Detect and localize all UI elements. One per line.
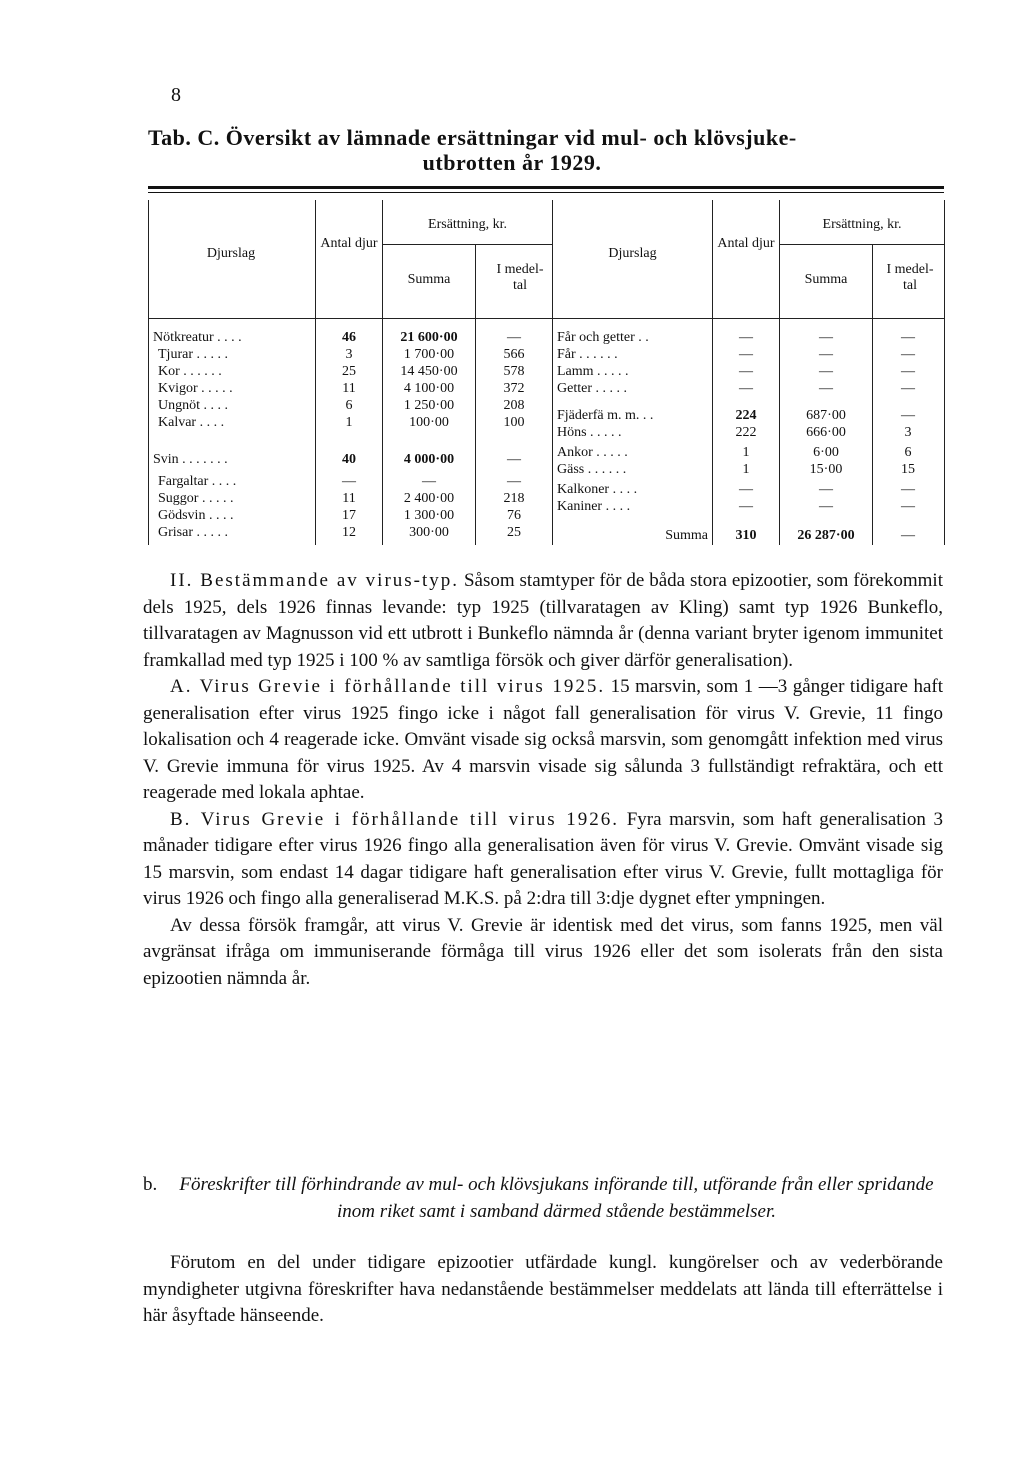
- paragraph-text: Fyra marsvin, som haft generalisation 3 månader tidigare efter virus 1926 fingo alla generalisation även för virus V. Grevie. Omvänt visade sig 15 marsvin, som endast 14 dagar tidigare haft generalisation efter virus V. Grevie, fullt mottagliga för virus 1926 och fingo alla generaliserad M.K.S. på 2:dra till 3:dje dygnet efter ympningen.: [143, 808, 943, 909]
- row-antal: 17: [342, 508, 356, 523]
- col-header-ersattning: Ersättning, kr.: [822, 217, 902, 232]
- row-antal: —: [739, 482, 753, 497]
- row-summa: —: [819, 381, 833, 396]
- row-summa: 4 100·00: [403, 381, 455, 396]
- row-label: Svin . . . . . . .: [153, 452, 228, 467]
- row-antal: 12: [342, 525, 356, 540]
- row-summa: 300·00: [409, 525, 449, 540]
- row-summa: 687·00: [806, 408, 846, 423]
- row-medeltal: —: [901, 482, 915, 497]
- row-label: Kalkoner . . . .: [557, 482, 638, 497]
- row-summa: 1 700·00: [403, 347, 455, 362]
- row-label: Kor . . . . . .: [158, 364, 222, 379]
- row-label: Grisar . . . . .: [158, 525, 228, 540]
- row-label: Höns . . . . .: [557, 425, 622, 440]
- row-label: Getter . . . . .: [557, 381, 627, 396]
- row-summa: —: [819, 482, 833, 497]
- row-antal: —: [342, 474, 356, 489]
- statistics-table: [0, 0, 1024, 560]
- row-antal: 6: [345, 398, 353, 413]
- row-antal: —: [739, 499, 753, 514]
- total-label: Summa: [665, 528, 708, 543]
- row-label: Fargaltar . . . .: [158, 474, 237, 489]
- subsection-heading-b: B. Virus Grevie i förhållande till virus 1926.: [170, 808, 620, 830]
- section-2: [143, 568, 943, 992]
- row-antal: 1: [345, 415, 353, 430]
- row-medeltal: —: [901, 381, 915, 396]
- row-label: Fjäderfä m. m. . .: [557, 408, 654, 423]
- header-subrule: [382, 244, 552, 245]
- row-medeltal: —: [901, 499, 915, 514]
- row-label: Gödsvin . . . .: [158, 508, 234, 523]
- table-divider: [779, 200, 780, 545]
- header-rule: [148, 318, 944, 319]
- row-medeltal: —: [901, 364, 915, 379]
- row-antal: —: [739, 330, 753, 345]
- row-summa: 15·00: [809, 462, 843, 477]
- row-label: Får och getter . .: [557, 330, 649, 345]
- page-number: 8: [171, 84, 181, 106]
- col-header-medeltal: I medel- tal: [886, 262, 934, 293]
- row-label: Kalvar . . . .: [158, 415, 225, 430]
- row-medeltal: —: [507, 452, 521, 467]
- total-antal: 310: [735, 528, 757, 543]
- header-subrule: [779, 244, 944, 245]
- row-summa: 1 300·00: [403, 508, 455, 523]
- row-medeltal: 578: [503, 364, 525, 379]
- total-summa: 26 287·00: [797, 528, 855, 543]
- row-antal: 222: [735, 425, 757, 440]
- row-medeltal: 100: [503, 415, 525, 430]
- section-heading: II. Bestämmande av virus-typ.: [170, 570, 460, 591]
- table-divider: [382, 200, 383, 545]
- row-antal: 1: [742, 445, 750, 460]
- row-antal: 40: [342, 452, 356, 467]
- paragraph-text: Såsom stamtyper för de båda stora epizootier, som förekommit dels 1925, dels 1926 finnas levande: typ 1925 (tillvaratagen av Kling) samt typ 1926 Bunkeflo, tillvaratagen av Magnusson vid ett utbrott i Bunkeflo nämnda år (denna variant bryter igenom immunitet framkallad med typ 1925 i 100 % av samtliga försök och giver därför generalisation).: [143, 570, 943, 671]
- row-medeltal: 218: [503, 491, 525, 506]
- row-medeltal: —: [901, 330, 915, 345]
- row-medeltal: 208: [503, 398, 525, 413]
- row-label: Ankor . . . . .: [557, 445, 628, 460]
- row-label: Kaniner . . . .: [557, 499, 631, 514]
- col-header-ersattning: Ersättning, kr.: [428, 217, 507, 232]
- row-medeltal: 76: [507, 508, 521, 523]
- row-summa: 6·00: [813, 445, 839, 460]
- row-summa: —: [819, 499, 833, 514]
- col-header-antal: Antal djur: [320, 236, 378, 251]
- total-medeltal: —: [901, 528, 915, 543]
- conclusion-paragraph: Av dessa försök framgår, att virus V. Grevie är identisk med det virus, som fanns 1925, men väl avgränsat ifråga om immuniserande förmåga till virus 1926 eller det som isolerats från den sista epizootien nämnda år.: [143, 914, 943, 989]
- row-medeltal: 15: [901, 462, 915, 477]
- row-summa: 21 600·00: [400, 330, 458, 345]
- table-divider: [712, 200, 713, 545]
- row-medeltal: —: [901, 408, 915, 423]
- row-summa: —: [819, 364, 833, 379]
- row-label: Kvigor . . . . .: [158, 381, 233, 396]
- row-antal: 11: [342, 381, 356, 396]
- row-medeltal: 25: [507, 525, 521, 540]
- row-medeltal: —: [507, 474, 521, 489]
- row-antal: 1: [742, 462, 750, 477]
- row-antal: —: [739, 381, 753, 396]
- table-title: Tab. C. Översikt av lämnade ersättningar vid mul- och klövsjuke-: [148, 125, 797, 150]
- section-label: b.: [143, 1174, 158, 1195]
- row-medeltal: 372: [503, 381, 525, 396]
- col-header-summa: Summa: [407, 272, 451, 287]
- row-medeltal: 566: [503, 347, 525, 362]
- row-summa: —: [819, 330, 833, 345]
- col-header-djurslag: Djurslag: [206, 246, 256, 261]
- col-header-medeltal: I medel- tal: [496, 262, 544, 293]
- table-divider: [315, 200, 316, 545]
- table-divider: [475, 245, 476, 545]
- row-antal: 224: [735, 408, 757, 423]
- row-medeltal: 6: [904, 445, 912, 460]
- paragraph-text: Förutom en del under tidigare epizootier utfärdade kungl. kungörelser och av vederbörande myndigheter utgivna föreskrifter hava nedanstående bestämmelser meddelats att lända till efterrättelse i här åsyftade hänseende.: [143, 1252, 943, 1326]
- row-summa: —: [422, 474, 436, 489]
- subsection-heading-a: A. Virus Grevie i förhållande till virus 1925.: [170, 676, 606, 697]
- row-summa: 666·00: [806, 425, 846, 440]
- row-label: Ungnöt . . . .: [158, 398, 228, 413]
- table-divider: [552, 200, 553, 545]
- row-label: Tjurar . . . . .: [158, 347, 228, 362]
- row-antal: —: [739, 364, 753, 379]
- row-label: Gäss . . . . . .: [557, 462, 627, 477]
- row-summa: 4 000·00: [403, 452, 455, 467]
- table-title-continued: utbrotten år 1929.: [422, 150, 602, 175]
- col-header-djurslag: Djurslag: [608, 246, 657, 261]
- row-antal: 25: [342, 364, 356, 379]
- section-b-heading-block: [143, 1172, 943, 1225]
- row-medeltal: 3: [904, 425, 912, 440]
- row-summa: 1 250·00: [403, 398, 455, 413]
- table-divider: [944, 200, 945, 545]
- row-label: Suggor . . . . .: [158, 491, 234, 506]
- row-antal: —: [739, 347, 753, 362]
- row-summa: 2 400·00: [403, 491, 455, 506]
- row-medeltal: —: [901, 347, 915, 362]
- section-heading: Föreskrifter till förhindrande av mul- och klövsjukans införande till, utförande från eller spridande inom riket samt i samband därmed stående bestämmelser.: [179, 1174, 934, 1222]
- row-label: Nötkreatur . . . .: [153, 330, 242, 345]
- row-summa: 100·00: [409, 415, 449, 430]
- row-antal: 3: [345, 347, 353, 362]
- col-header-summa: Summa: [804, 272, 848, 287]
- row-label: Får . . . . . .: [557, 347, 618, 362]
- table-divider: [872, 245, 873, 545]
- row-summa: —: [819, 347, 833, 362]
- row-antal: 11: [342, 491, 356, 506]
- table-divider: [148, 200, 149, 545]
- row-summa: 14 450·00: [400, 364, 458, 379]
- col-header-antal: Antal djur: [717, 236, 775, 251]
- row-medeltal: —: [507, 330, 521, 345]
- row-label: Lamm . . . . .: [557, 364, 629, 379]
- row-antal: 46: [342, 330, 356, 345]
- section-b-text: [143, 1250, 943, 1330]
- paragraph-text: 15 marsvin, som 1 —3 gånger tidigare haft generalisation efter virus 1925 fingo icke i något fall generalisation för virus V. Grevie, 11 fingo lokalisation och 4 reagerade icke. Omvänt visade sig också marsvin, som genomgått infektion med virus V. Grevie immuna för virus 1925. Av 4 marsvin visade sig sålunda 3 fullständigt refraktära, och ett reagerade med lokala aphtae.: [143, 676, 943, 803]
